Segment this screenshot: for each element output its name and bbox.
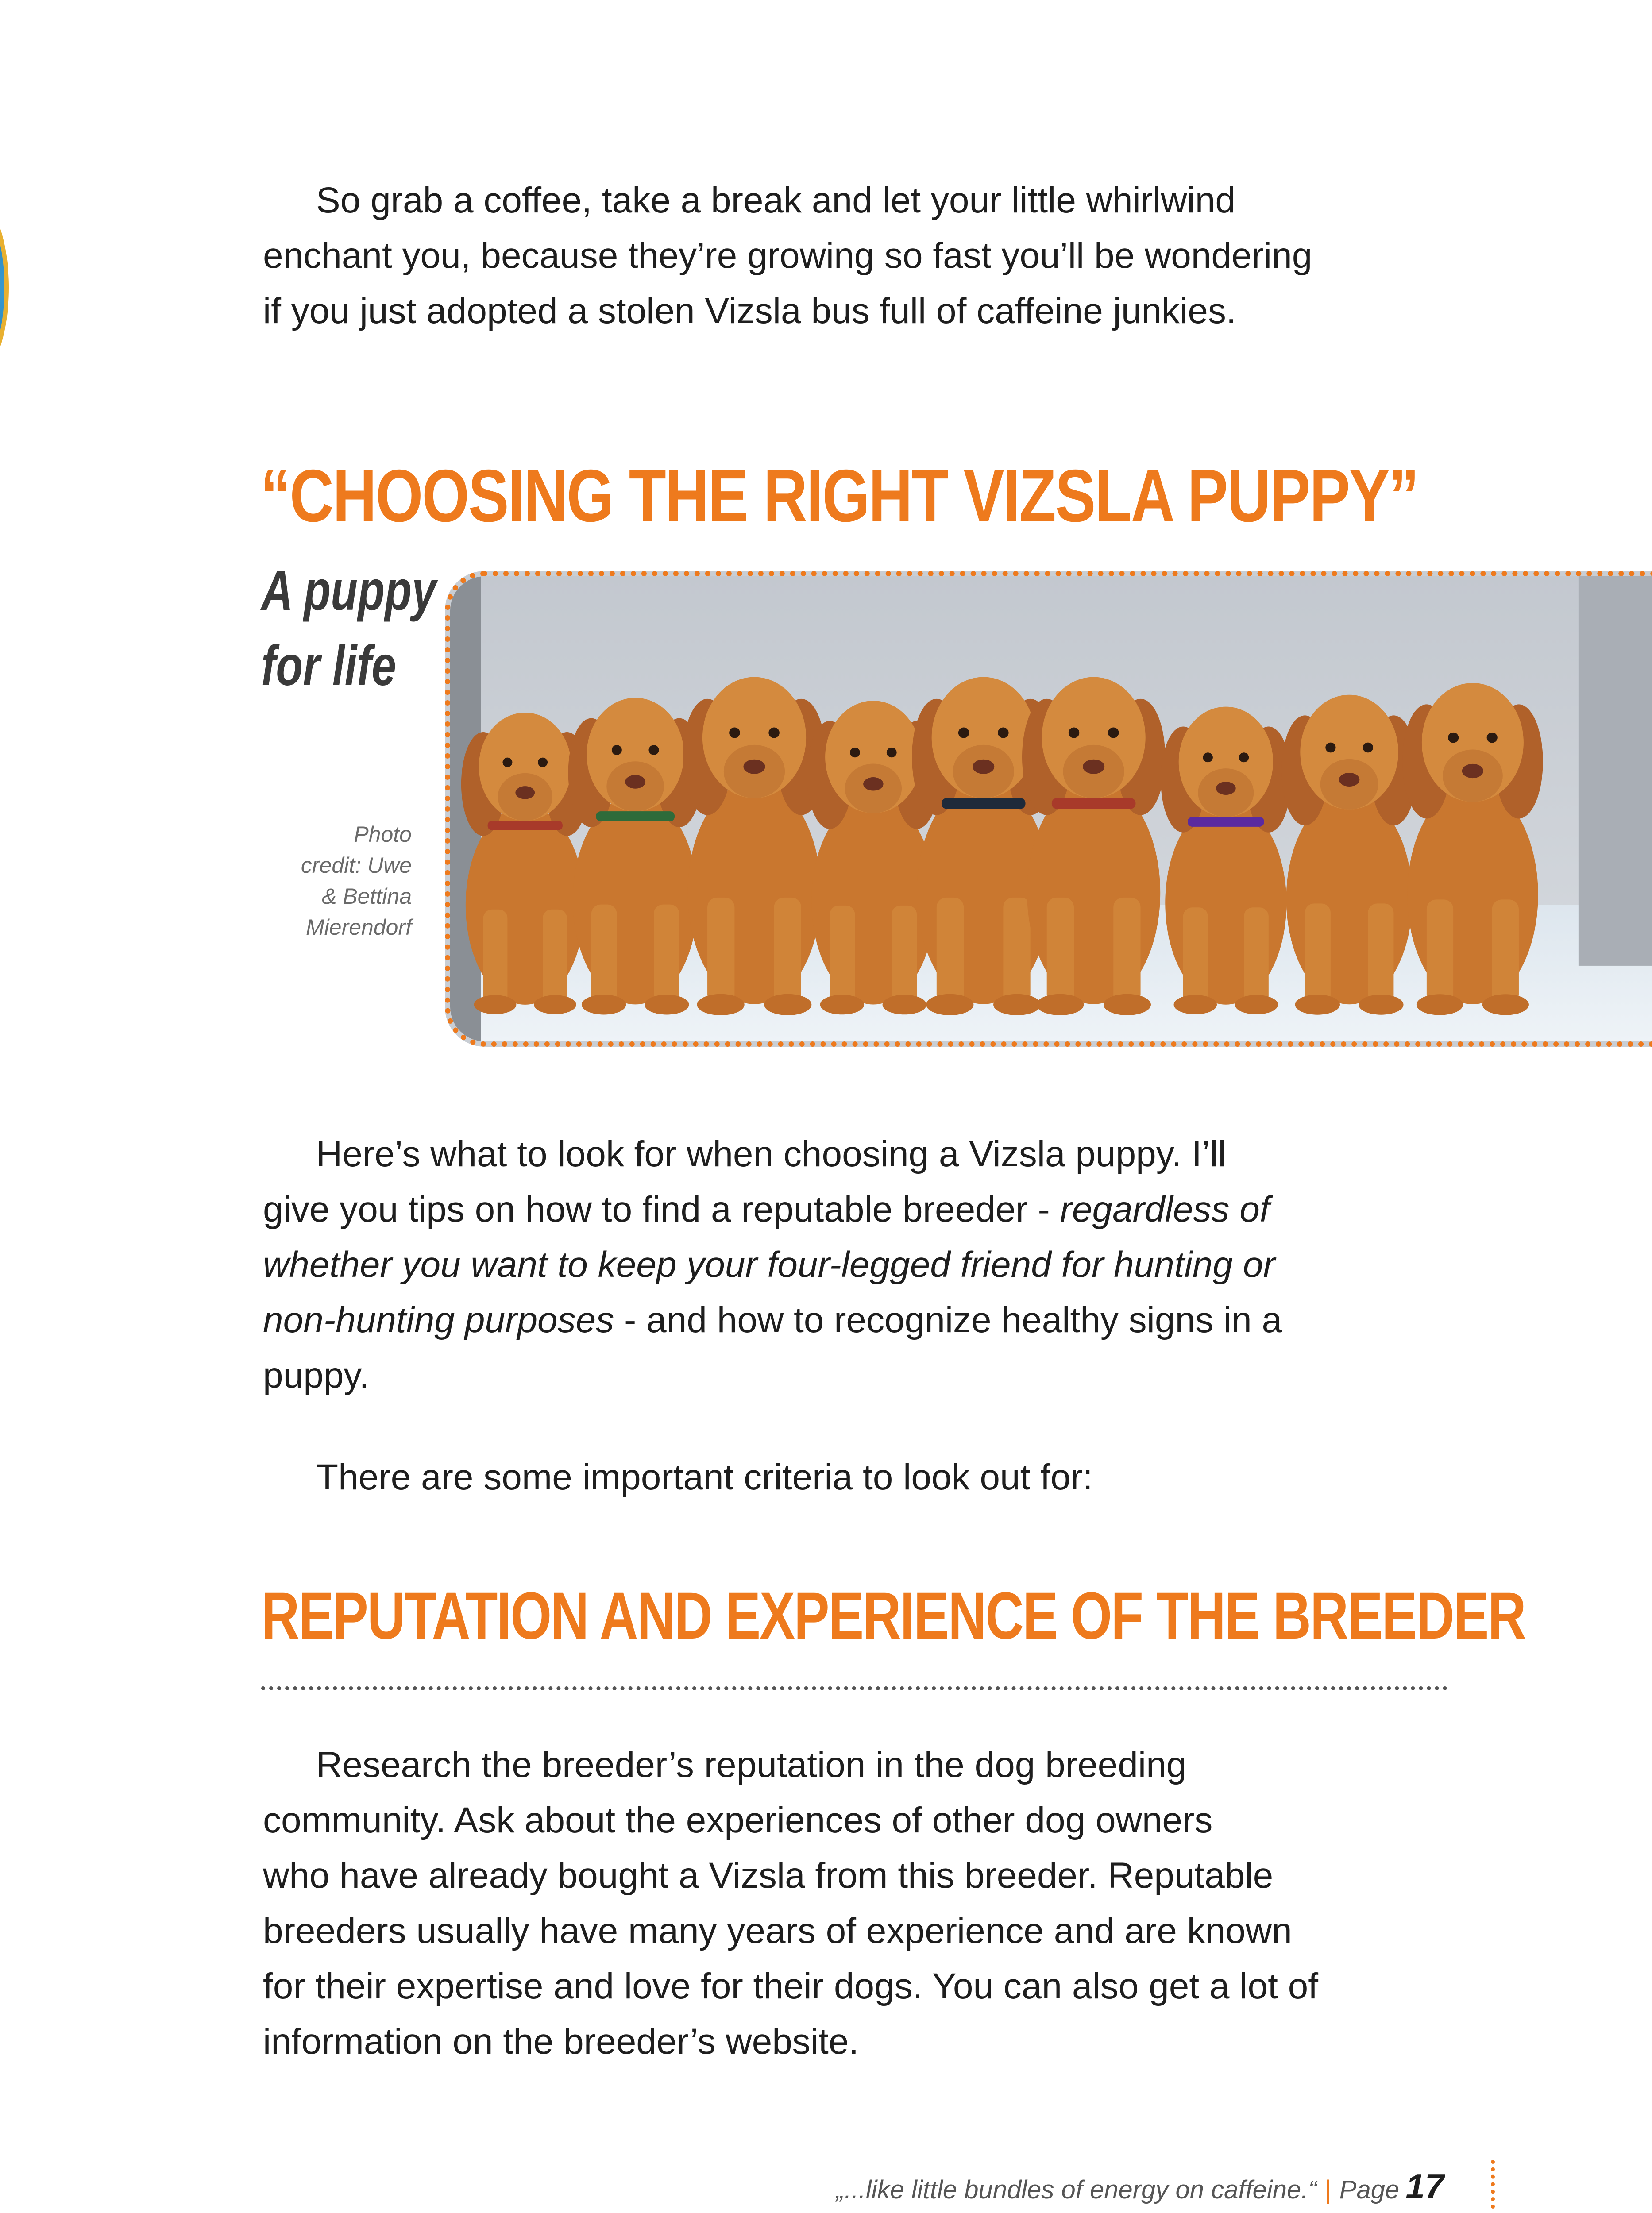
puppy-figure bbox=[1161, 707, 1291, 1014]
intro-paragraph: So grab a coffee, take a break and let your little whirlwind enchant you, because they’re growing so fast you’ll be wondering if you just adopted a stolen Vizsla bus full of caffeine junkies. bbox=[263, 180, 1312, 331]
footer-quote: „...like little bundles of energy on caffeine.“ bbox=[836, 2175, 1317, 2204]
puppy-figure bbox=[1022, 677, 1165, 1015]
page-footer bbox=[836, 2169, 1444, 2208]
puppy-figure bbox=[683, 677, 826, 1015]
puppies-photo bbox=[445, 571, 1652, 1047]
body-paragraph-2: There are some important criteria to look out for: bbox=[316, 1457, 1093, 1497]
photo-credit: Photo credit: Uwe & Bettina Mierendorf bbox=[301, 822, 412, 940]
section-heading-choosing: “CHOOSING THE RIGHT VIZSLA PUPPY” bbox=[260, 454, 1418, 537]
section-subtitle: A puppy for life bbox=[261, 559, 436, 698]
body-paragraph-1: Here’s what to look for when choosing a Vizsla puppy. I’ll give you tips on how to find a reputable breeder - regardless of whether you want to keep your four-legged friend for hunting or non-hunting purposes - and how to recognize healthy signs in a puppy. bbox=[263, 1134, 1282, 1396]
reputation-paragraph: Research the breeder’s reputation in the dog breeding community. Ask about the experiences of other dog owners who have already bought a Vizsla from this breeder. Reputable breeders usually have many years of experience and are known for their expertise and love for their dogs. You can also get a lot of information on the breeder’s website. bbox=[263, 1745, 1319, 2062]
page-number: 17 bbox=[1405, 2167, 1444, 2206]
edge-badge-graphic bbox=[0, 195, 9, 381]
section-heading-reputation: REPUTATION AND EXPERIENCE OF THE BREEDER bbox=[261, 1578, 1525, 1653]
footer-dotted-marker bbox=[1491, 2160, 1495, 2209]
puppy-figure bbox=[1281, 695, 1417, 1015]
puppy-figure bbox=[568, 698, 702, 1014]
puppies-illustration bbox=[450, 576, 1652, 1041]
page-label: Page bbox=[1339, 2175, 1400, 2204]
dotted-divider bbox=[261, 1686, 1447, 1690]
footer-separator: | bbox=[1324, 2175, 1332, 2204]
puppy-figure bbox=[1402, 683, 1543, 1015]
